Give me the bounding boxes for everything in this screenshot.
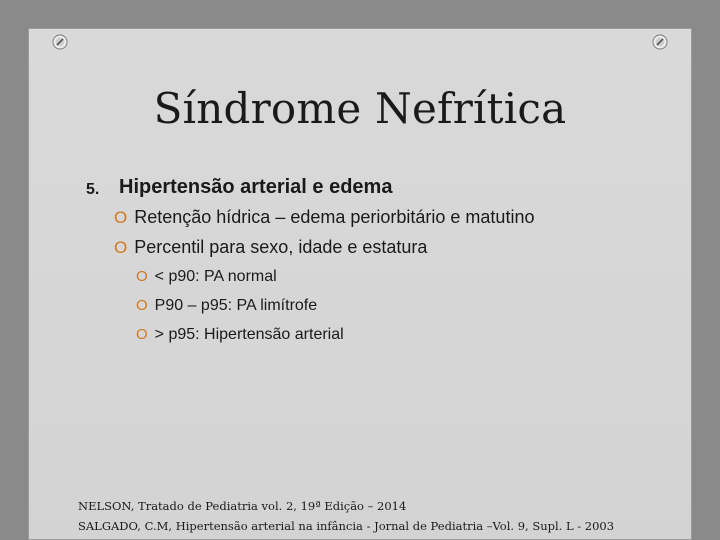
slide-title: Síndrome Nefrítica xyxy=(153,84,567,133)
screw-top-right-icon xyxy=(652,34,668,50)
bullet-marker-icon: O xyxy=(114,208,128,227)
screw-top-left-icon xyxy=(52,34,68,50)
list-item-text: > p95: Hipertensão arterial xyxy=(154,326,344,343)
bullet-marker-icon: O xyxy=(136,326,148,343)
list-item xyxy=(114,237,534,267)
list-item-text: < p90: PA normal xyxy=(154,268,277,285)
list-item xyxy=(136,297,344,326)
bullet-marker-icon: O xyxy=(136,268,148,285)
list-item-text: Retenção hídrica – edema periorbitário e matutino xyxy=(134,207,535,227)
references xyxy=(78,496,614,536)
list-item-text: P90 – p95: PA limítrofe xyxy=(154,297,318,314)
section-number: 5. xyxy=(86,181,100,198)
list-item xyxy=(136,268,344,297)
list-item xyxy=(114,207,534,237)
reference-line: SALGADO, C.M, Hipertensão arterial na infância - Jornal de Pediatria –Vol. 9, Supl. L - 2003 xyxy=(78,519,615,533)
list-item xyxy=(136,326,344,355)
bullet-marker-icon: O xyxy=(136,297,148,314)
section-heading: Hipertensão arterial e edema xyxy=(119,176,393,198)
bullet-marker-icon: O xyxy=(114,238,128,257)
list-item-text: Percentil para sexo, idade e estatura xyxy=(134,237,428,257)
bullet-list-level1 xyxy=(114,207,534,267)
bullet-list-level2 xyxy=(136,268,344,355)
reference-line: NELSON, Tratado de Pediatria vol. 2, 19ª Edição – 2014 xyxy=(78,499,407,513)
